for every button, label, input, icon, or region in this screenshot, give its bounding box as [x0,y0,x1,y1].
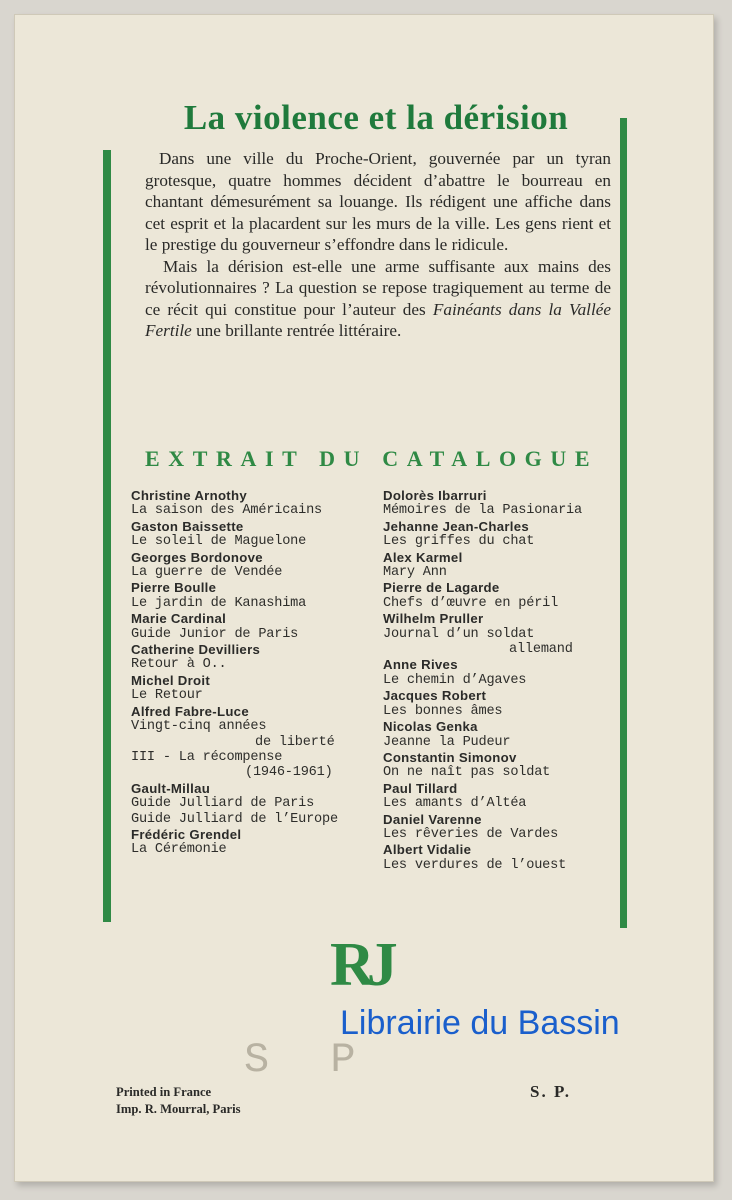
catalogue-book-title: Vingt-cinq années [131,719,267,735]
catalogue-entry [383,781,623,812]
catalogue-entry [131,519,371,550]
synopsis-p2-italic-title: Fainéants dans la Vallée Fertile [145,299,611,340]
synopsis-p2-end: une brillante rentrée littéraire. [191,321,402,340]
synopsis-paragraph-1: Dans une ville du Proche-Orient, gouvernée par un tyran grotesque, quatre hommes décident d’abattre le bourreau en chantant démesurément sa louange. Ils rédigent une affiche dans cet esprit et la placardent sur les murs de la ville. Les gens rient et le prestige du gouverneur s’effondre dans le ridicule. [145,149,611,254]
catalogue-book-title: Les bonnes âmes [383,703,503,719]
catalogue-author: Marie Cardinal [131,611,227,627]
catalogue-author: Jacques Robert [383,688,487,704]
printer-imprint [116,1084,241,1118]
sp-stamp: S P [244,1036,374,1084]
catalogue-entry [131,704,371,781]
catalogue-book-title: La saison des Américains [131,503,322,519]
catalogue-book-title: On ne naît pas soldat [383,765,551,781]
book-title: La violence et la dérision [183,98,569,137]
catalogue-author: Frédéric Grendel [131,826,242,842]
catalogue-entry [131,550,371,581]
bookseller-watermark: Librairie du Bassin [340,1004,620,1042]
catalogue-book-title: (1946-1961) [245,765,333,781]
catalogue-author: Catherine Devilliers [131,642,261,658]
catalogue-book-title: de liberté [255,734,335,750]
catalogue-author: Daniel Varenne [383,811,482,827]
catalogue-entry [131,827,371,858]
catalogue-entry [383,550,623,581]
catalogue-entry [131,488,371,519]
catalogue-column-right [383,488,623,873]
catalogue-book-title: Les griffes du chat [383,534,535,550]
catalogue-entry [131,781,371,827]
catalogue-book-title: Jeanne la Pudeur [383,734,511,750]
catalogue-book-title: Guide Julliard de Paris [131,796,315,812]
catalogue-book-title: Le jardin de Kanashima [131,595,307,611]
catalogue-author: Dolorès Ibarruri [383,488,487,503]
catalogue-author: Paul Tillard [383,780,458,796]
imprint-line-2: Imp. R. Mourral, Paris [116,1102,241,1116]
catalogue-book-title: Retour à O.. [131,657,227,673]
catalogue-author: Wilhelm Pruller [383,611,484,627]
catalogue-author: Constantin Simonov [383,749,517,765]
catalogue-column-left [131,488,371,858]
catalogue-author: Nicolas Genka [383,719,478,735]
synopsis-paragraph-2 [145,256,611,342]
catalogue-author: Pierre Boulle [131,580,217,596]
catalogue-author: Michel Droit [131,672,211,688]
catalogue-book-title: Mémoires de la Pasionaria [383,503,582,519]
catalogue-book-title: Les amants d’Altéa [383,796,527,812]
catalogue-book-title: Journal d’un soldat [383,626,535,642]
catalogue-book-title: Le chemin d’Agaves [383,672,527,688]
catalogue-entry [131,673,371,704]
catalogue-author: Anne Rives [383,657,458,673]
catalogue-book-title: Mary Ann [383,565,447,581]
catalogue-entry [383,611,623,657]
publisher-logo: RJ [330,931,390,999]
catalogue-book-title: Le Retour [131,688,203,704]
synopsis-p2-start: Mais la dérision est-elle une arme suffisante aux mains des révolutionnaires ? La question se repose tragiquement au terme de ce récit qui constitue pour l’auteur des [145,256,611,319]
catalogue-entry [383,519,623,550]
catalogue-entry [383,657,623,688]
catalogue-entry [131,580,371,611]
catalogue-book-title: Chefs d’œuvre en péril [383,595,559,611]
catalogue-author: Gaston Baissette [131,518,244,534]
catalogue-author: Christine Arnothy [131,488,247,503]
catalogue-book-title: Guide Junior de Paris [131,626,299,642]
catalogue-entry [383,719,623,750]
catalogue-entry [383,688,623,719]
catalogue-author: Alex Karmel [383,549,463,565]
catalogue-entry [131,642,371,673]
catalogue-author: Georges Bordonove [131,549,263,565]
price-code: S. P. [530,1082,572,1101]
catalogue-entry [383,812,623,843]
catalogue-book-title: Guide Julliard de l’Europe [131,811,338,827]
catalogue-author: Alfred Fabre-Luce [131,703,249,719]
catalogue-author: Jehanne Jean-Charles [383,518,529,534]
imprint-line-1: Printed in France [116,1085,212,1099]
catalogue-book-title: Les verdures de l’ouest [383,857,567,873]
catalogue-entry [383,580,623,611]
catalogue-book-title: III - La récompense [131,749,283,765]
catalogue-author: Gault-Millau [131,780,211,796]
catalogue-heading: EXTRAIT DU CATALOGUE [145,446,599,471]
catalogue-author: Pierre de Lagarde [383,580,500,596]
catalogue-entry [131,611,371,642]
left-green-rule [103,150,111,922]
catalogue-book-title: Les rêveries de Vardes [383,826,559,842]
catalogue-book-title: allemand [509,642,573,658]
catalogue-book-title: La Cérémonie [131,842,227,858]
catalogue-book-title: Le soleil de Maguelone [131,534,307,550]
synopsis [145,148,611,342]
catalogue-entry [383,750,623,781]
catalogue-entry [383,488,623,519]
catalogue-book-title: La guerre de Vendée [131,565,283,581]
catalogue-entry [383,842,623,873]
catalogue-author: Albert Vidalie [383,842,472,858]
